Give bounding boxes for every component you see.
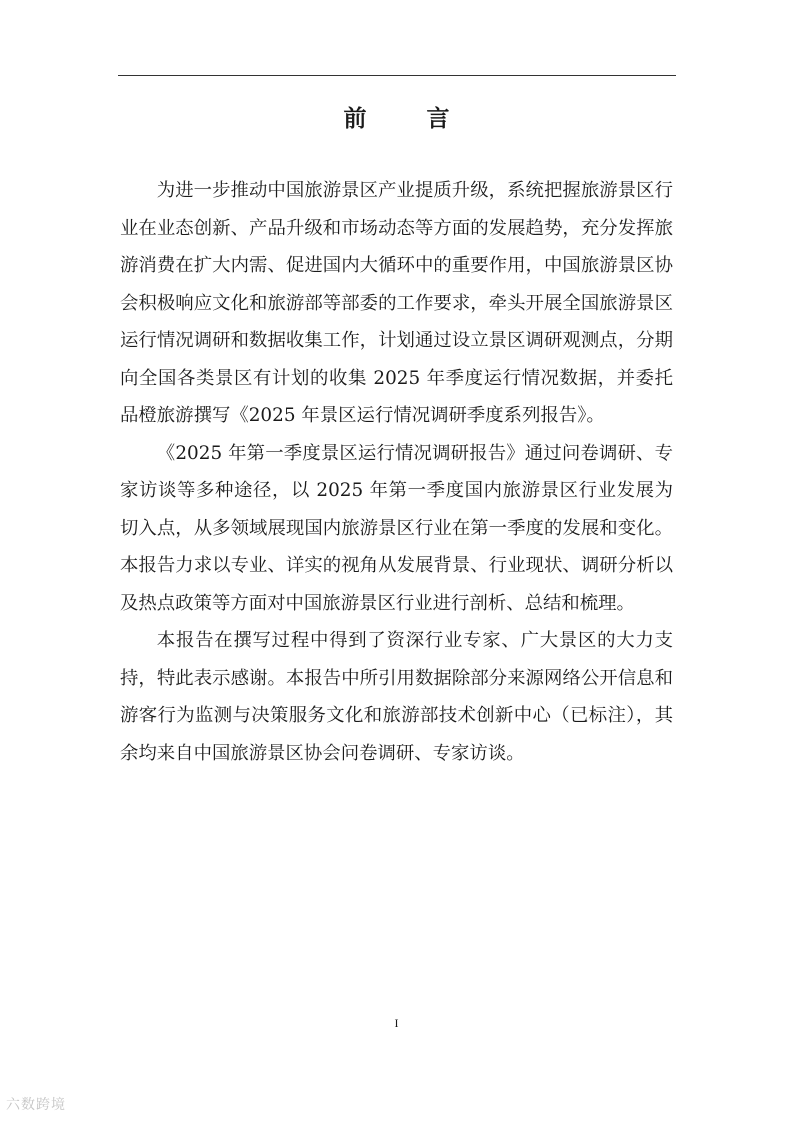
- watermark-logo: [6, 1094, 66, 1114]
- page-title: 前 言: [343, 105, 476, 132]
- paragraph-1: 为进一步推动中国旅游景区产业提质升级，系统把握旅游景区行业在业态创新、产品升级和市场动态等方面的发展趋势，充分发挥旅游消费在扩大内需、促进国内大循环中的重要作用，中国旅游景区协会积极响应文化和旅游部等部委的工作要求，牵头开展全国旅游景区运行情况调研和数据收集工作，计划通过设立景区调研观测点，分期向全国各类景区有计划的收集 2025 年季度运行情况数据，并委托品橙旅游撰写《2025 年景区运行情况调研季度系列报告》。: [120, 180, 673, 426]
- paragraph-2: 《2025 年第一季度景区运行情况调研报告》通过问卷调研、专家访谈等多种途径，以 2025 年第一季度国内旅游景区行业发展为切入点，从多领域展现国内旅游景区行业在第一季度的发展和变化。本报告力求以专业、详实的视角从发展背景、行业现状、调研分析以及热点政策等方面对中国旅游景区行业进行剖析、总结和梳理。: [120, 442, 673, 614]
- header-rule: [118, 75, 676, 76]
- watermark-text: 六数跨境: [6, 1096, 66, 1112]
- page-number: I: [394, 1016, 399, 1030]
- paragraph-3: 本报告在撰写过程中得到了资深行业专家、广大景区的大力支持，特此表示感谢。本报告中所引用数据除部分来源网络公开信息和游客行为监测与决策服务文化和旅游部技术创新中心（已标注），其余均来自中国旅游景区协会问卷调研、专家访谈。: [120, 630, 673, 764]
- preface-body: [120, 172, 673, 772]
